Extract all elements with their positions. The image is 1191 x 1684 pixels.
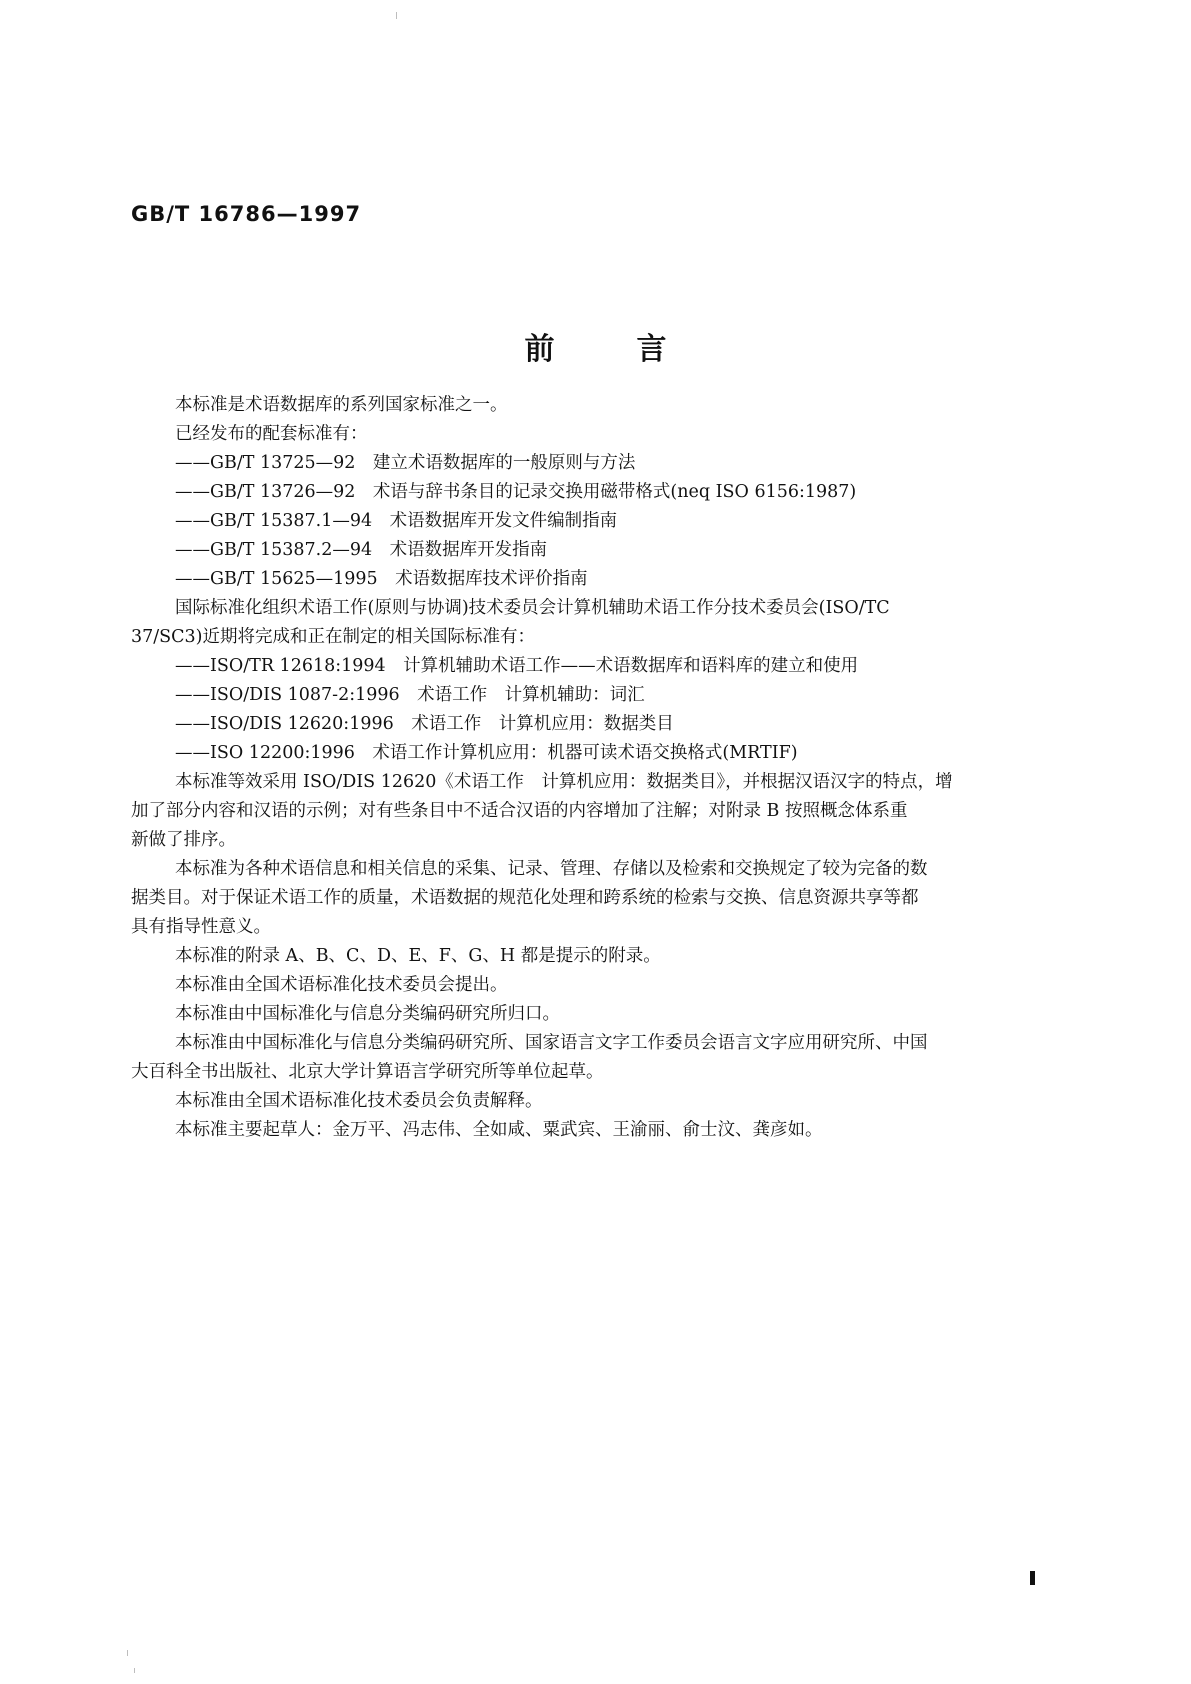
paragraph-iso-line: 国际标准化组织术语工作(原则与协调)技术委员会计算机辅助术语工作分技术委员会(ISO/TC — [175, 598, 890, 618]
scan-speck — [134, 1668, 135, 1673]
paragraph-equivalence-line: 本标准等效采用 ISO/DIS 12620《术语工作 计算机应用：数据类目》，并根据汉语汉字的特点，增 — [175, 772, 953, 792]
paragraph-drafters: 本标准主要起草人：金万平、冯志伟、全如咸、粟武宾、王渝丽、俞士汶、龚彦如。 — [175, 1120, 823, 1140]
paragraph-scope-line: 据类目。对于保证术语工作的质量，术语数据的规范化处理和跨系统的检索与交换、信息资源共享等都 — [131, 888, 919, 908]
list-item-published: ——GB/T 15387.2—94 术语数据库开发指南 — [175, 540, 548, 560]
list-item-iso: ——ISO/DIS 12620:1996 术语工作 计算机应用：数据类目 — [175, 714, 674, 734]
paragraph-drafted-line: 大百科全书出版社、北京大学计算语言学研究所等单位起草。 — [131, 1062, 604, 1082]
list-item-iso: ——ISO/DIS 1087-2:1996 术语工作 计算机辅助：词汇 — [175, 685, 645, 705]
paragraph-proposed: 本标准由全国术语标准化技术委员会提出。 — [175, 975, 508, 995]
paragraph-iso-line: 37/SC3)近期将完成和正在制定的相关国际标准有： — [131, 627, 536, 647]
list-item-published: ——GB/T 13726—92 术语与辞书条目的记录交换用磁带格式(neq ISO 6156:1987) — [175, 482, 857, 502]
page-number-mark — [1030, 1571, 1035, 1585]
list-item-iso: ——ISO/TR 12618:1994 计算机辅助术语工作——术语数据库和语料库的建立和使用 — [175, 656, 859, 676]
paragraph-appendix: 本标准的附录 A、B、C、D、E、F、G、H 都是提示的附录。 — [175, 946, 661, 966]
list-item-published: ——GB/T 13725—92 建立术语数据库的一般原则与方法 — [175, 453, 636, 473]
paragraph-drafted-line: 本标准由中国标准化与信息分类编码研究所、国家语言文字工作委员会语言文字应用研究所、中国 — [175, 1033, 928, 1053]
paragraph-managed: 本标准由中国标准化与信息分类编码研究所归口。 — [175, 1004, 560, 1024]
paragraph-series: 本标准是术语数据库的系列国家标准之一。 — [175, 395, 508, 415]
scan-speck — [127, 1650, 128, 1656]
page-title: 前言 — [524, 332, 749, 367]
paragraph-scope-line: 本标准为各种术语信息和相关信息的采集、记录、管理、存储以及检索和交换规定了较为完备的数 — [175, 859, 928, 879]
paragraph-published-intro: 已经发布的配套标准有： — [175, 424, 368, 444]
paragraph-equivalence-line: 加了部分内容和汉语的示例；对有些条目中不适合汉语的内容增加了注解；对附录 B 按照概念体系重 — [131, 801, 908, 821]
list-item-published: ——GB/T 15387.1—94 术语数据库开发文件编制指南 — [175, 511, 618, 531]
scan-speck — [396, 12, 397, 19]
list-item-iso: ——ISO 12200:1996 术语工作计算机应用：机器可读术语交换格式(MRTIF) — [175, 743, 798, 763]
paragraph-equivalence-line: 新做了排序。 — [131, 830, 236, 850]
paragraph-interpretation: 本标准由全国术语标准化技术委员会负责解释。 — [175, 1091, 543, 1111]
list-item-published: ——GB/T 15625—1995 术语数据库技术评价指南 — [175, 569, 588, 589]
paragraph-scope-line: 具有指导性意义。 — [131, 917, 271, 937]
standard-number: GB/T 16786—1997 — [131, 202, 362, 226]
